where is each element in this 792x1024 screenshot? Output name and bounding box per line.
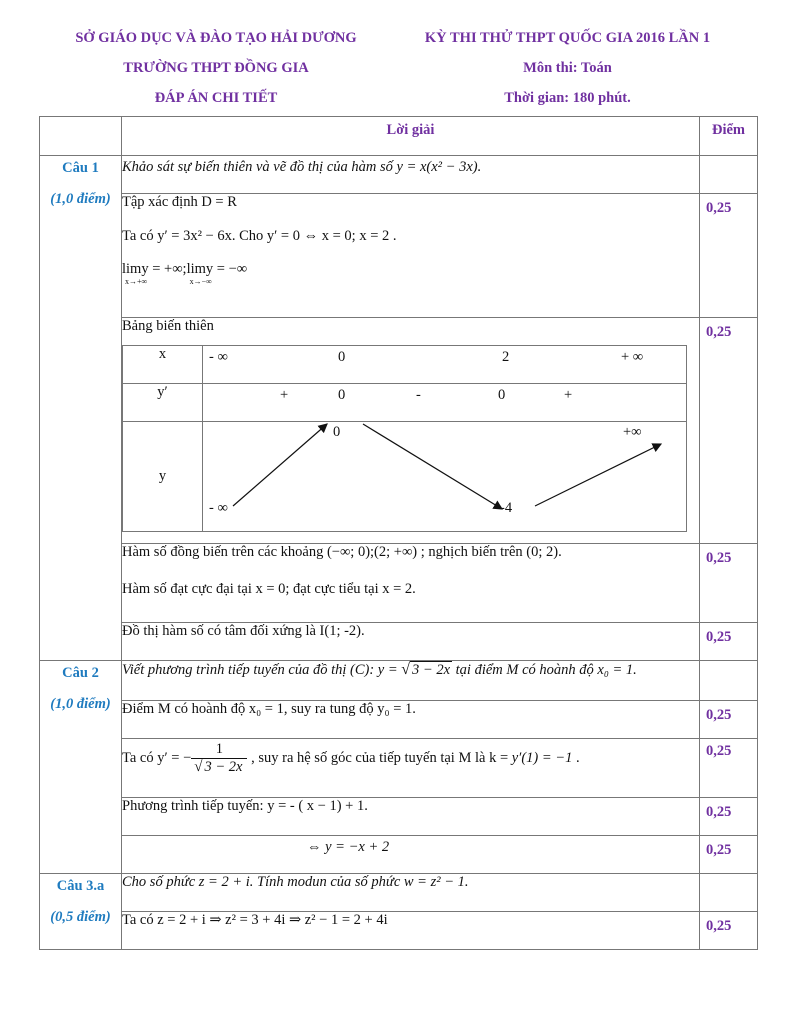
fraction-numerator: 1 [191,741,247,759]
department-name: SỞ GIÁO DỤC VÀ ĐÀO TẠO HẢI DƯƠNG [75,30,357,46]
question-1-step-3-score: 0,25 [700,544,758,623]
variation-x-label: x [123,346,203,384]
question-1-label-cell [40,156,122,661]
school-name: TRƯỜNG THPT ĐỒNG GIA [123,60,309,76]
variation-arrows [203,422,688,530]
y-value-minus-infinity: - ∞ [209,500,228,516]
question-2-prompt-end: tại điểm M có hoành độ x₀ = 1. [452,662,637,678]
x-value-two: 2 [502,349,510,365]
fraction-denominator: 3 − 2x [204,759,243,775]
variation-yprime-label: y′ [123,384,203,422]
question-2-step-4: ⇔ y = −x + 2 [122,836,700,874]
variation-y-label: y [123,422,203,532]
question-1-step-1-score: 0,25 [700,194,758,318]
question-1-prompt: Khảo sát sự biến thiên và vẽ đồ thị của hàm số y = x(x² − 3x). [122,156,700,194]
limit-plus-subscript: x→+∞ [125,277,148,286]
question-2-points: (1,0 điểm) [50,696,111,712]
sign-minus: - [416,387,421,403]
question-1-step-4: Đồ thị hàm số có tâm đối xứng là I(1; -2). [122,623,700,661]
column-header-solution: Lời giải [122,117,700,156]
monotonic-intervals: Hàm số đồng biến trên các khoảng (−∞; 0);(2; +∞) ; nghịch biến trên (0; 2). [122,544,562,560]
question-1-step-2-score: 0,25 [700,318,758,544]
question-3a-label-cell [40,874,122,950]
question-2-step-2-score: 0,25 [700,739,758,798]
question-3a-label: Câu 3.a [56,878,105,894]
limits-line [122,261,699,286]
question-3a-step-1-score: 0,25 [700,912,758,950]
question-3a-step-1: Ta có z = 2 + i ⇒ z² = 3 + 4i ⇒ z² − 1 = 2 + 4i [122,912,700,950]
slope-text: , suy ra hệ số góc của tiếp tuyến tại M là k = [247,749,512,766]
sqrt-icon: √ [401,661,411,678]
sqrt-icon: √ [194,759,203,775]
question-3a-points: (0,5 điểm) [50,909,111,925]
question-2-label-cell [40,661,122,874]
arrow-decreasing [363,424,502,509]
question-2-prompt-start: Viết phương trình tiếp tuyến của đồ thị (C): y = [122,662,402,678]
question-2-prompt-radicand: 3 − 2x [412,662,451,678]
question-1-label: Câu 1 [62,160,99,176]
extrema-line: Hàm số đạt cực đại tại x = 0; đạt cực tiểu tại x = 2. [122,581,416,597]
sign-plus-2: + [564,387,573,403]
limit-minus-subscript: x→−∞ [189,277,212,286]
question-2-step-1: Điểm M có hoành độ x₀ = 1, suy ra tung độ y₀ = 1. [122,701,700,739]
variation-table-title: Bảng biến thiên [122,318,214,334]
limit-separator: ; [182,261,187,277]
question-1-step-2 [122,318,700,544]
answer-table [39,116,758,950]
y-value-plus-infinity: +∞ [623,424,642,440]
question-2-label: Câu 2 [62,665,99,681]
derivative-line: Ta có y′ = 3x² − 6x. Cho y′ = 0 ⇔ x = 0; x = 2 . [122,228,397,244]
question-1-step-3 [122,544,700,623]
derivative-fraction [191,741,247,776]
question-2-step-4-score: 0,25 [700,836,758,874]
sign-zero-1: 0 [338,387,346,403]
question-2-step-3-score: 0,25 [700,798,758,836]
derivative-prefix: Ta có y′ = − [122,749,192,766]
x-value-plus-infinity: + ∞ [621,349,644,365]
slope-end: . [572,749,580,766]
limit-plus-infinity: limy = +∞ [122,261,183,277]
question-1-points: (1,0 điểm) [50,191,111,207]
exam-duration: Thời gian: 180 phút. [504,90,631,106]
y-value-min: -4 [500,500,513,516]
x-value-minus-infinity: - ∞ [209,349,228,365]
question-1-step-1 [122,194,700,318]
arrow-increasing-1 [233,424,327,506]
sign-plus-1: + [280,387,289,403]
question-1-step-4-score: 0,25 [700,623,758,661]
exam-title: KỲ THI THỬ THPT QUỐC GIA 2016 LẦN 1 [424,30,711,46]
question-2-step-2 [122,739,700,798]
y-value-max: 0 [333,424,341,440]
x-value-zero: 0 [338,349,346,365]
exam-subject: Môn thi: Toán [523,60,612,76]
document-type: ĐÁP ÁN CHI TIẾT [154,90,278,106]
question-2-prompt [122,661,700,701]
question-3a-prompt: Cho số phức z = 2 + i. Tính modun của số phức w = z² − 1. [122,874,700,912]
domain-line: Tập xác định D = R [122,194,237,210]
limit-minus-infinity: limy = −∞ [186,261,248,277]
variation-table [122,345,687,532]
arrow-increasing-2 [535,444,661,506]
column-header-score: Điểm [700,117,758,156]
sign-zero-2: 0 [498,387,506,403]
slope-value: y′(1) = −1 [511,749,573,766]
question-2-step-1-score: 0,25 [700,701,758,739]
question-2-step-3: Phương trình tiếp tuyến: y = - ( x − 1) + 1. [122,798,700,836]
